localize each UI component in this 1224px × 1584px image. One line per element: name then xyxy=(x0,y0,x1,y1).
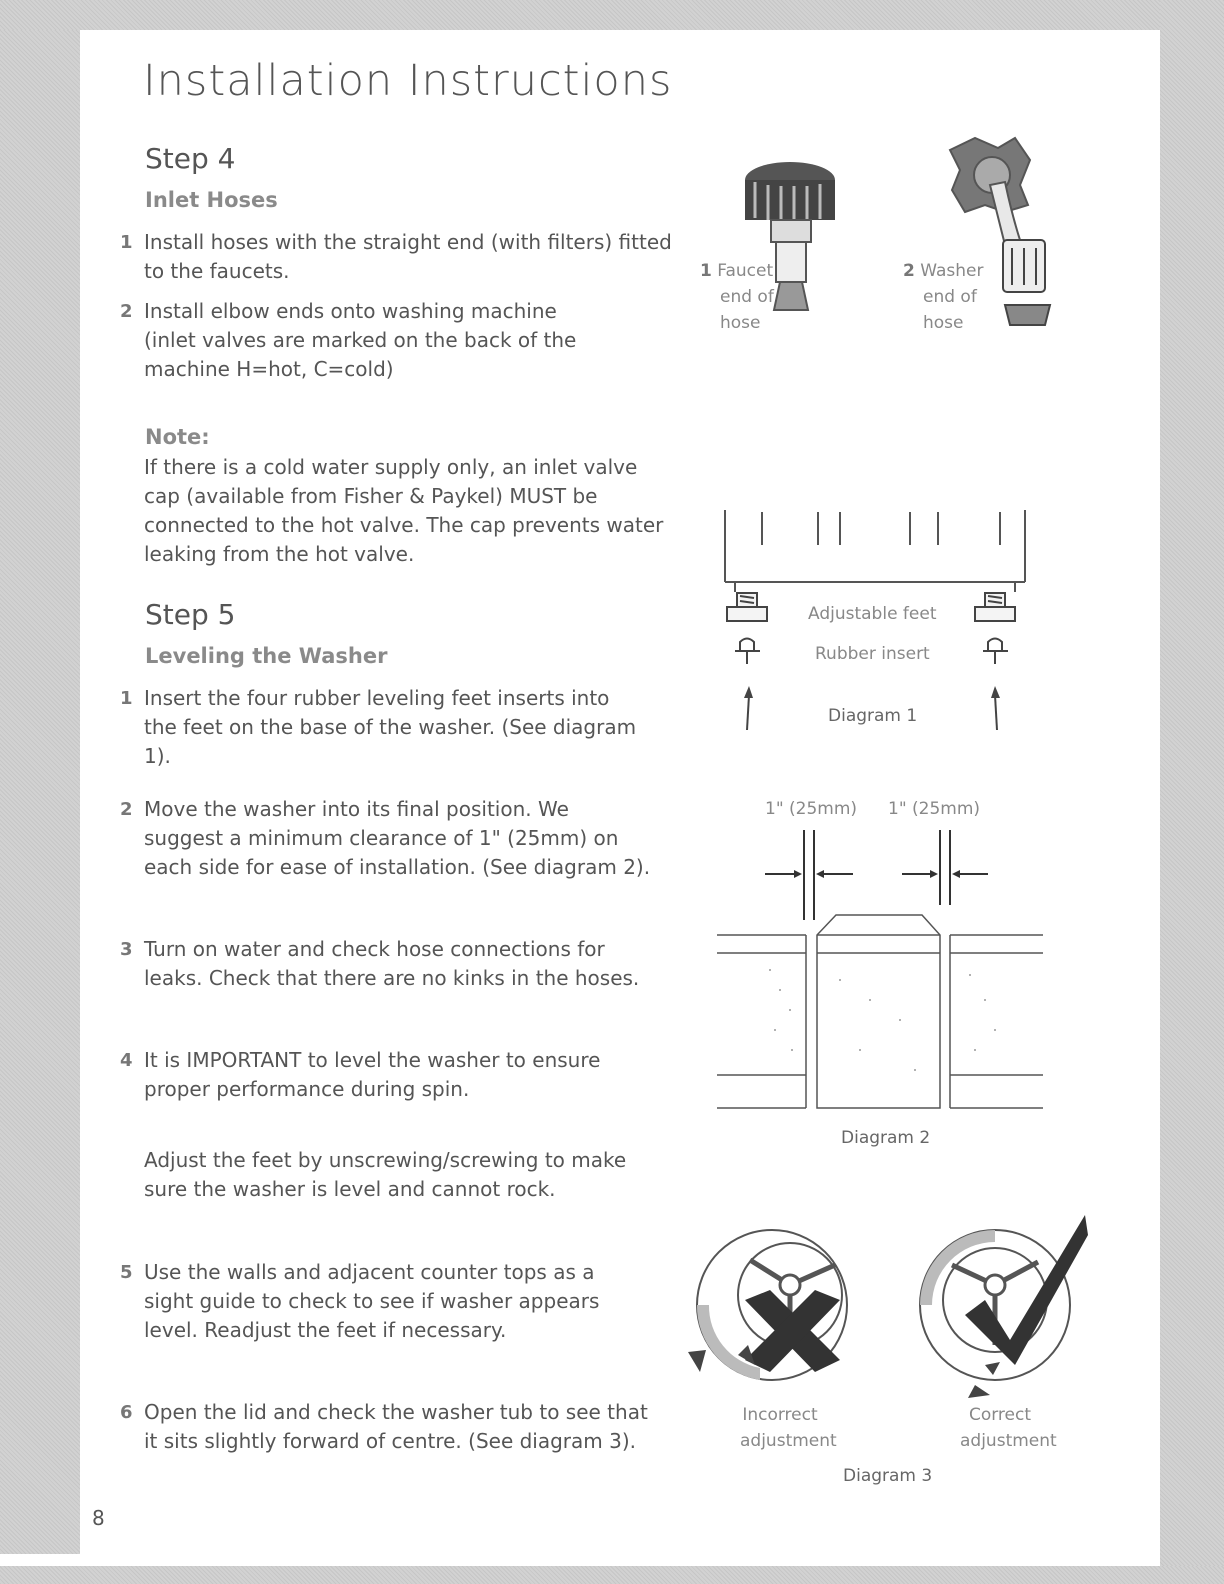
faucet-label-num: 1 xyxy=(700,261,712,281)
item-number: 2 xyxy=(120,799,133,820)
page-number: 8 xyxy=(92,1506,105,1530)
step5-item-6 xyxy=(120,1398,664,1456)
faucet-label xyxy=(700,258,774,336)
item-text: Use the walls and adjacent counter tops as a sight guide to check to see if washer appears level. Readjust the feet if necessary. xyxy=(144,1260,600,1342)
diagram1-caption: Diagram 1 xyxy=(828,706,918,726)
washer-label-line-3: hose xyxy=(923,313,964,333)
diagram3-illustration xyxy=(0,0,1,1)
diagram3-caption: Diagram 3 xyxy=(843,1466,933,1486)
item-text: Open the lid and check the washer tub to see that it sits slightly forward of centre. (See diagram 3). xyxy=(144,1400,648,1453)
washer-label-line-1: Washer xyxy=(920,261,984,281)
faucet-label-line-2: end of xyxy=(720,287,774,307)
note-text: If there is a cold water supply only, an inlet valve cap (available from Fisher & Paykel) MUST be connected to the hot valve. The cap prevents water leaking from the hot valve. xyxy=(144,455,664,566)
faucet-label-line-3: hose xyxy=(720,313,761,333)
step5-subheading: Leveling the Washer xyxy=(145,644,388,668)
step5-item-5 xyxy=(120,1258,644,1345)
scan-border-left xyxy=(0,30,80,1554)
step4-heading: Step 4 xyxy=(145,142,236,175)
item-number: 2 xyxy=(120,301,133,322)
correct-label-line-1: Correct xyxy=(968,1405,1032,1425)
step5-item-4-extra: Adjust the feet by unscrewing/screwing to make sure the washer is level and cannot rock. xyxy=(144,1148,627,1201)
item-number: 1 xyxy=(120,232,133,253)
correct-adjustment-illustration xyxy=(920,1215,1088,1398)
item-text: Move the washer into its final position. We suggest a minimum clearance of 1" (25mm) on each side for ease of installation. (See diagram 2). xyxy=(144,797,651,879)
item-number: 6 xyxy=(120,1402,133,1423)
item-text: Install hoses with the straight end (with filters) fitted to the faucets. xyxy=(144,230,672,283)
item-number: 3 xyxy=(120,939,133,960)
step5-item-1 xyxy=(120,684,644,771)
scan-border-bottom xyxy=(0,1566,1224,1584)
item-text: It is IMPORTANT to level the washer to ensure proper performance during spin. xyxy=(144,1048,601,1101)
scan-border-top xyxy=(0,0,1224,30)
step5-item-4 xyxy=(120,1046,664,1104)
step5-heading: Step 5 xyxy=(145,598,236,631)
item-number: 5 xyxy=(120,1262,133,1283)
step5-item-3 xyxy=(120,935,664,993)
incorrect-adjustment-illustration xyxy=(688,1230,847,1380)
rubber-insert-label: Rubber insert xyxy=(815,644,930,664)
correct-label xyxy=(960,1402,1057,1454)
clearance-left-label: 1" (25mm) xyxy=(765,799,858,819)
step5-item-2 xyxy=(120,795,654,882)
adjustable-feet-label: Adjustable feet xyxy=(808,604,937,624)
incorrect-label xyxy=(740,1402,837,1454)
washer-label xyxy=(903,258,983,336)
incorrect-label-line-1: Incorrect xyxy=(742,1405,818,1425)
page-title: Installation Instructions xyxy=(143,56,673,106)
scan-border-right xyxy=(1160,0,1224,1584)
item-text: Install elbow ends onto washing machine (inlet valves are marked on the back of the machine H=hot, C=cold) xyxy=(144,299,577,381)
note-label: Note: xyxy=(145,425,210,449)
item-number: 4 xyxy=(120,1050,133,1071)
item-text: Turn on water and check hose connections for leaks. Check that there are no kinks in the hoses. xyxy=(144,937,640,990)
step4-item-1 xyxy=(120,228,684,286)
step4-item-2 xyxy=(120,297,614,384)
washer-label-num: 2 xyxy=(903,261,915,281)
step4-subheading: Inlet Hoses xyxy=(145,188,278,212)
incorrect-label-line-2: adjustment xyxy=(740,1431,837,1451)
faucet-label-line-1: Faucet xyxy=(717,261,774,281)
washer-label-line-2: end of xyxy=(923,287,977,307)
clearance-right-label: 1" (25mm) xyxy=(888,799,981,819)
item-number: 1 xyxy=(120,688,133,709)
correct-label-line-2: adjustment xyxy=(960,1431,1057,1451)
item-text: Insert the four rubber leveling feet inserts into the feet on the base of the washer. (See diagram 1). xyxy=(144,686,637,768)
diagram2-caption: Diagram 2 xyxy=(841,1128,931,1148)
